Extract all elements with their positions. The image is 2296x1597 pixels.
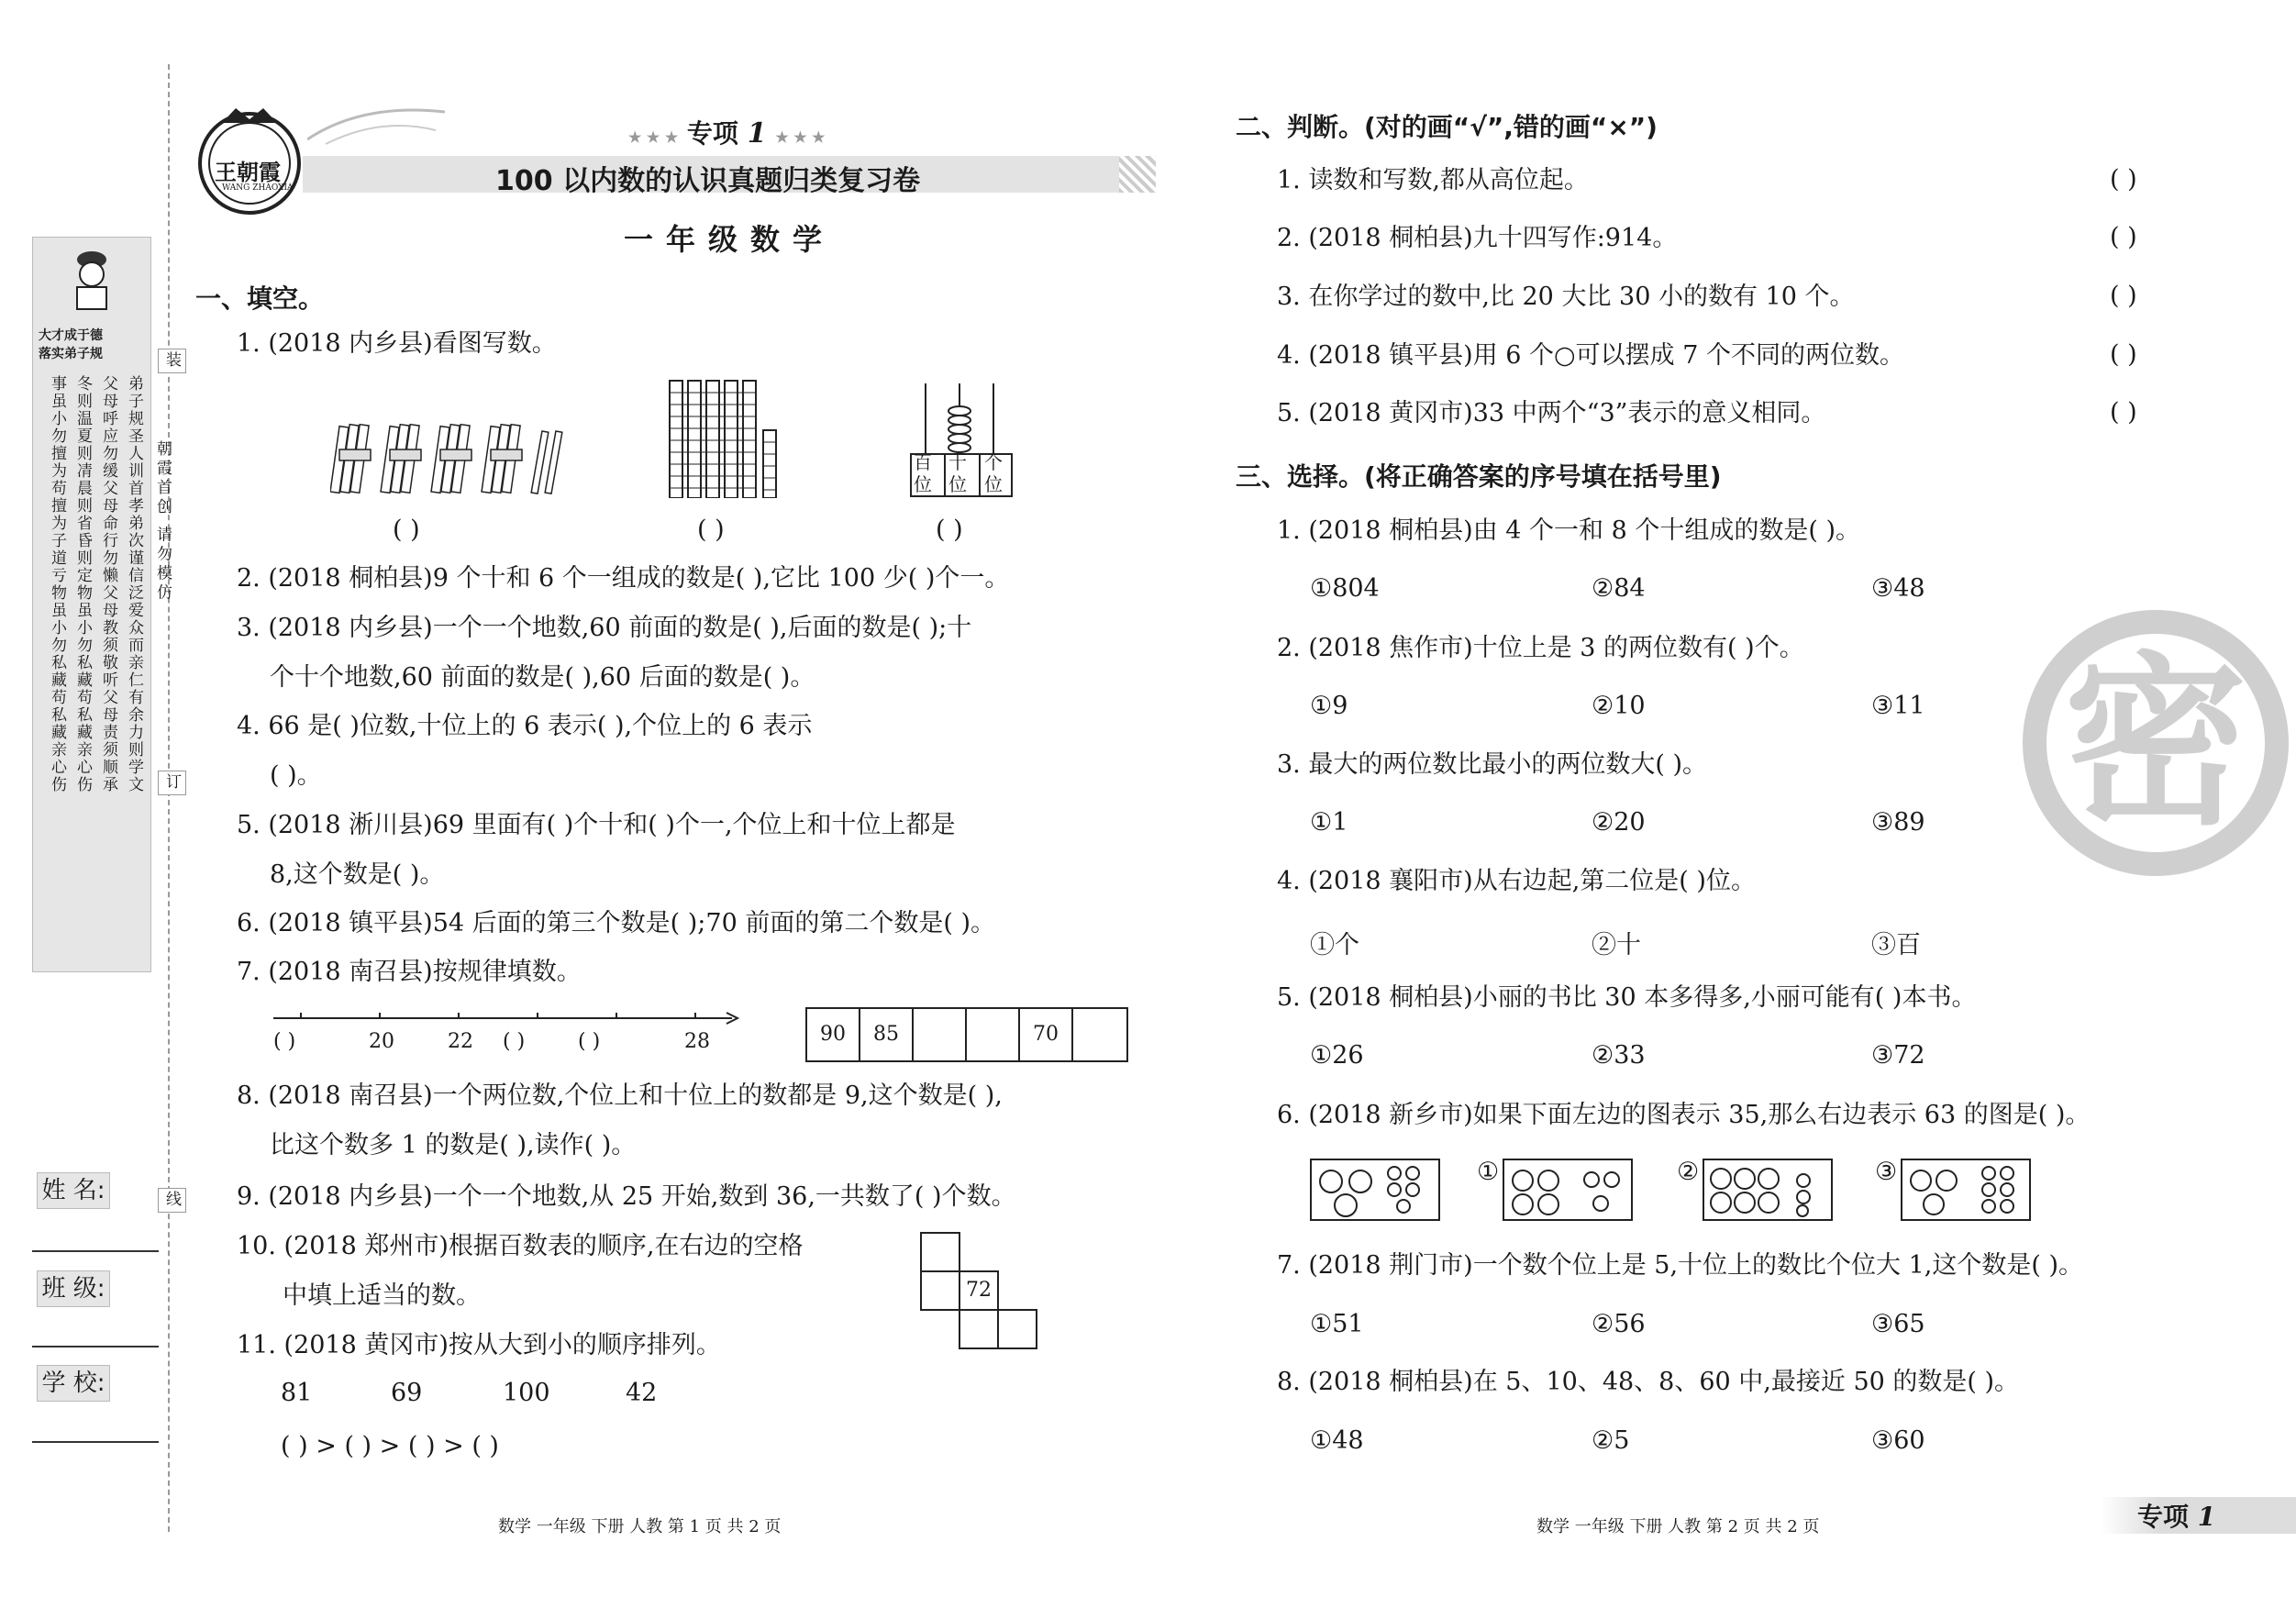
question-4b: ( )。 [270, 761, 322, 790]
logo-sub: WANG ZHAOXIA [222, 183, 294, 193]
choice-1-opt-1[interactable]: ①804 [1310, 574, 1380, 603]
question-2: 2. (2018 桐柏县)9 个十和 6 个一组成的数是( ),它比 100 少( )个一。 [237, 564, 1010, 593]
school-line[interactable] [32, 1441, 159, 1443]
option-box-2[interactable] [1703, 1159, 1833, 1221]
q1-answer-b[interactable]: ( ) [697, 516, 725, 544]
choice-4-opt-3[interactable]: ③百 [1871, 931, 1921, 959]
judge-1: 1. 读数和写数,都从高位起。 [1277, 166, 1589, 194]
choice-2-opt-3[interactable]: ③11 [1871, 692, 1925, 720]
series-label: 专项 [686, 118, 738, 149]
title-bar-dots [1119, 156, 1156, 193]
choice-6-opt-2[interactable]: ② [1677, 1158, 1700, 1186]
seq-box-1: 90 [805, 1007, 860, 1062]
choice-4-opt-2[interactable]: ②十 [1592, 931, 1641, 959]
question-7: 7. (2018 南召县)按规律填数。 [237, 958, 582, 986]
q11-num-3: 100 [503, 1379, 550, 1407]
ribbon-decor [307, 103, 445, 149]
seq-box-3[interactable] [912, 1007, 967, 1062]
judge-5-paren[interactable]: ( ) [2110, 398, 2137, 427]
abacus-place-tens: 十位 [948, 451, 967, 495]
side-col-2: 父母呼应勿缓父母命行勿懒父母教须敬听父母责须顺承 [99, 375, 117, 793]
mark-zhuang: 装 [158, 349, 186, 373]
class-label: 班 级: [37, 1270, 110, 1307]
footer-left: 数学 一年级 下册 人教 第 1 页 共 2 页 [498, 1517, 782, 1536]
question-10b: 中填上适当的数。 [283, 1281, 481, 1310]
binding-line [168, 64, 170, 1532]
q11-num-1: 81 [281, 1379, 313, 1407]
question-8a: 8. (2018 南召县)一个两位数,个位上和十位上的数都是 9,这个数是( ), [237, 1081, 1003, 1110]
judge-5: 5. (2018 黄冈市)33 中两个“3”表示的意义相同。 [1277, 399, 1826, 427]
numline-label-6: 28 [684, 1030, 710, 1053]
side-col-1: 弟子规圣人训首孝弟次谨信泛爱众而亲仁有余力则学文 [125, 375, 143, 793]
choice-3-opt-1[interactable]: ①1 [1310, 808, 1348, 837]
choice-2-opt-2[interactable]: ②10 [1592, 692, 1646, 720]
numline-label-5[interactable]: ( ) [578, 1030, 601, 1053]
numline-label-2: 20 [369, 1030, 394, 1053]
section-choice: 三、选择。(将正确答案的序号填在括号里) [1236, 461, 1722, 492]
q11-num-2: 69 [391, 1379, 423, 1407]
judge-1-paren[interactable]: ( ) [2110, 165, 2137, 194]
choice-7-opt-2[interactable]: ②56 [1592, 1310, 1646, 1338]
motto-2: 落实弟子规 [39, 347, 103, 361]
judge-3: 3. 在你学过的数中,比 20 大比 30 小的数有 10 个。 [1277, 283, 1855, 311]
question-5a: 5. (2018 淅川县)69 里面有( )个十和( )个一,个位上和十位上都是 [237, 811, 956, 839]
choice-8: 8. (2018 桐柏县)在 5、10、48、8、60 中,最接近 50 的数是( )。 [1277, 1368, 2020, 1396]
option-box-3[interactable] [1901, 1159, 2031, 1221]
abacus-icon [904, 383, 1014, 457]
q11-order[interactable]: ( ) > ( ) > ( ) > ( ) [281, 1432, 499, 1460]
grid-cell-72: 72 [959, 1270, 999, 1311]
question-3a: 3. (2018 内乡县)一个一个地数,60 前面的数是( ),后面的数是( );十 [237, 614, 972, 642]
seq-box-5: 70 [1018, 1007, 1073, 1062]
ref-box-35 [1310, 1159, 1440, 1221]
choice-3-opt-2[interactable]: ②20 [1592, 808, 1646, 837]
side-col-4: 事虽小勿擅为苟擅为子道亏物虽小勿私藏苟私藏亲心伤 [48, 375, 66, 793]
judge-4-paren[interactable]: ( ) [2110, 340, 2137, 369]
choice-4-opt-1[interactable]: ①个 [1310, 931, 1359, 959]
numline-label-4[interactable]: ( ) [503, 1030, 526, 1053]
seq-box-2: 85 [859, 1007, 914, 1062]
motto-1: 大才成于德 [39, 328, 103, 343]
section-judge: 二、判断。(对的画“√”,错的画“×”) [1236, 112, 1658, 142]
section-fill-blank: 一、填空。 [195, 283, 325, 314]
page-title: 100 以内数的认识真题归类复习卷 [495, 165, 921, 197]
side-col-3: 冬则温夏则凊晨则省昏则定物虽小勿私藏苟私藏亲心伤 [73, 375, 92, 793]
grid-cell-bottom-2[interactable] [997, 1309, 1037, 1349]
school-label: 学 校: [37, 1365, 110, 1402]
corner-tag-number: 1 [2197, 1502, 2216, 1532]
question-8b: 比这个数多 1 的数是( ),读作( )。 [270, 1131, 637, 1159]
cubes-icon [668, 379, 787, 498]
numline-label-1[interactable]: ( ) [273, 1030, 296, 1053]
mark-xian: 线 [158, 1188, 186, 1213]
question-1: 1. (2018 内乡县)看图写数。 [237, 329, 557, 358]
choice-5: 5. (2018 桐柏县)小丽的书比 30 本多得多,小丽可能有( )本书。 [1277, 983, 1977, 1012]
choice-1-opt-2[interactable]: ②84 [1592, 574, 1646, 603]
choice-8-opt-2[interactable]: ②5 [1592, 1426, 1630, 1455]
name-line[interactable] [32, 1250, 159, 1252]
q11-num-4: 42 [626, 1379, 658, 1407]
q1-answer-c[interactable]: ( ) [936, 516, 963, 544]
side-strip [32, 237, 151, 972]
choice-6-opt-1[interactable]: ① [1477, 1158, 1500, 1186]
q1-answer-a[interactable]: ( ) [393, 516, 420, 544]
choice-6: 6. (2018 新乡市)如果下面左边的图表示 35,那么右边表示 63 的图是( )。 [1277, 1101, 2091, 1129]
question-5b: 8,这个数是( )。 [270, 860, 445, 889]
watermark-text: 密 [2063, 635, 2247, 850]
judge-2: 2. (2018 桐柏县)九十四写作:914。 [1277, 224, 1678, 252]
question-4a: 4. 66 是( )位数,十位上的 6 表示( ),个位上的 6 表示 [237, 712, 813, 740]
series-number: 1 [747, 117, 767, 150]
choice-8-opt-3[interactable]: ③60 [1871, 1426, 1925, 1455]
question-11: 11. (2018 黄冈市)按从大到小的顺序排列。 [237, 1331, 721, 1359]
footer-right: 数学 一年级 下册 人教 第 2 页 共 2 页 [1536, 1517, 1820, 1536]
choice-1: 1. (2018 桐柏县)由 4 个一和 8 个十组成的数是( )。 [1277, 516, 1861, 545]
judge-4: 4. (2018 镇平县)用 6 个○可以摆成 7 个不同的两位数。 [1277, 341, 1904, 370]
seq-box-4[interactable] [965, 1007, 1020, 1062]
corner-tag [2137, 1497, 2215, 1534]
mark-ding: 订 [158, 771, 186, 795]
copyright-vertical: 朝霞首创 请勿模仿 [153, 440, 172, 604]
watermark-seal [2023, 610, 2289, 876]
series-tag: ★ ★ ★ 专项 1 ★ ★ ★ [628, 117, 826, 150]
mascot-icon [68, 247, 116, 311]
abacus-divider-1 [944, 453, 946, 497]
choice-7: 7. (2018 荆门市)一个数个位上是 5,十位上的数比个位大 1,这个数是( )。 [1277, 1251, 2084, 1280]
number-line [273, 1009, 741, 1027]
grid-cell-top[interactable] [920, 1232, 960, 1272]
abacus-place-ones: 个位 [984, 451, 1003, 495]
choice-8-opt-1[interactable]: ①48 [1310, 1426, 1364, 1455]
question-10a: 10. (2018 郑州市)根据百数表的顺序,在右边的空格 [237, 1232, 804, 1260]
corner-tag-label: 专项 [2137, 1502, 2190, 1532]
abacus-place-hundreds: 百位 [914, 451, 932, 495]
choice-7-opt-3[interactable]: ③65 [1871, 1310, 1925, 1338]
choice-5-opt-2[interactable]: ②33 [1592, 1041, 1646, 1070]
judge-3-paren[interactable]: ( ) [2110, 282, 2137, 310]
choice-5-opt-3[interactable]: ③72 [1871, 1041, 1925, 1070]
judge-2-paren[interactable]: ( ) [2110, 223, 2137, 251]
choice-4: 4. (2018 襄阳市)从右边起,第二位是( )位。 [1277, 867, 1756, 895]
abacus-divider-2 [979, 453, 981, 497]
numline-label-3: 22 [448, 1030, 473, 1053]
question-3b: 个十个地数,60 前面的数是( ),60 后面的数是( )。 [270, 663, 815, 692]
logo-text: 王朝霞 [215, 159, 281, 185]
sticks-bundles-icon [330, 417, 569, 500]
page-subtitle: 一年级数学 [624, 222, 836, 257]
logo-icon [194, 101, 305, 220]
grid-cell-bottom-1[interactable] [959, 1309, 999, 1349]
choice-3-opt-3[interactable]: ③89 [1871, 808, 1925, 837]
choice-2: 2. (2018 焦作市)十位上是 3 的两位数有( )个。 [1277, 634, 1804, 662]
choice-2-opt-1[interactable]: ①9 [1310, 692, 1348, 720]
seq-box-6[interactable] [1071, 1007, 1128, 1062]
choice-6-opt-3[interactable]: ③ [1875, 1158, 1898, 1186]
choice-5-opt-1[interactable]: ①26 [1310, 1041, 1364, 1070]
name-label: 姓 名: [37, 1172, 110, 1209]
question-9: 9. (2018 内乡县)一个一个地数,从 25 开始,数到 36,一共数了( )个数。 [237, 1182, 1016, 1211]
grid-cell-left[interactable] [920, 1270, 960, 1311]
option-box-1[interactable] [1503, 1159, 1633, 1221]
class-line[interactable] [32, 1346, 159, 1347]
question-6: 6. (2018 镇平县)54 后面的第三个数是( );70 前面的第二个数是( )。 [237, 909, 995, 937]
choice-1-opt-3[interactable]: ③48 [1871, 574, 1925, 603]
choice-3: 3. 最大的两位数比最小的两位数大( )。 [1277, 750, 1707, 779]
choice-7-opt-1[interactable]: ①51 [1310, 1310, 1364, 1338]
